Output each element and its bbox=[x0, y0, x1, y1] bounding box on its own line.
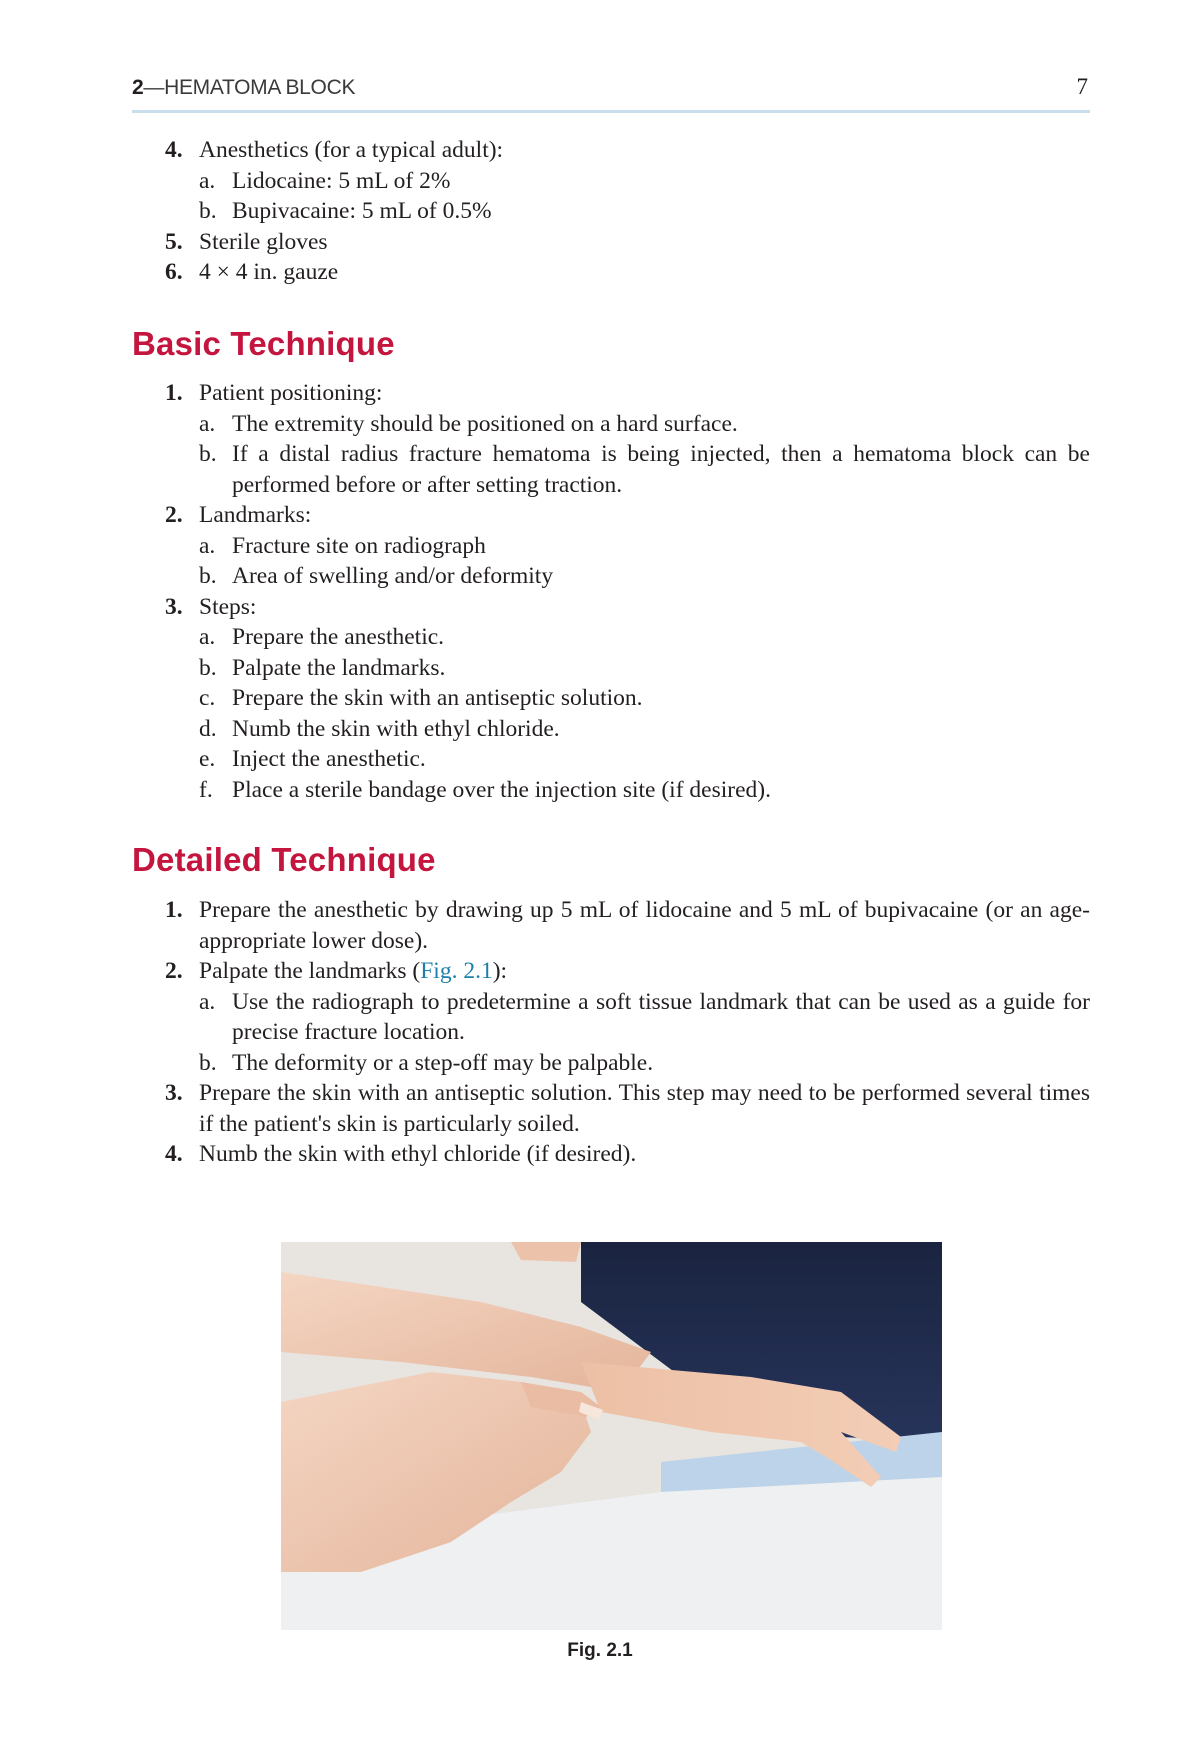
assistant-fingers bbox=[511, 1242, 581, 1262]
text-fragment: ): bbox=[492, 958, 508, 984]
sub-list-marker: a. bbox=[199, 624, 216, 650]
list-marker: 6. bbox=[165, 259, 183, 285]
sub-list-marker: b. bbox=[199, 1049, 217, 1076]
list-item-text: Anesthetics (for a typical adult): bbox=[199, 137, 504, 163]
sub-list-item bbox=[199, 683, 1090, 714]
sub-list-item bbox=[199, 622, 1090, 653]
sub-list-text: Use the radiograph to predetermine a soft tissue landmark that can be used as a guide for precise fracture location. bbox=[232, 988, 1090, 1045]
equipment-list bbox=[165, 135, 1090, 288]
page-number: 7 bbox=[1076, 74, 1088, 99]
sub-list-marker: a. bbox=[199, 167, 216, 194]
list-marker: 4. bbox=[165, 1141, 183, 1167]
sub-list-text: Bupivacaine: 5 mL of 0.5% bbox=[232, 198, 492, 224]
list-item bbox=[165, 378, 1090, 409]
chapter-number: 2 bbox=[132, 76, 144, 99]
list-item-text: 4 × 4 in. gauze bbox=[199, 259, 339, 285]
running-header bbox=[132, 72, 1090, 113]
figure-caption: Fig. 2.1 bbox=[567, 1640, 633, 1661]
sub-list-text: Area of swelling and/or deformity bbox=[232, 563, 554, 589]
sub-list-item bbox=[199, 561, 1090, 592]
sub-list-text: The deformity or a step-off may be palpable. bbox=[232, 1049, 654, 1076]
list-item-text: Numb the skin with ethyl chloride (if desired). bbox=[199, 1141, 637, 1167]
list-marker: 3. bbox=[165, 1080, 183, 1106]
sub-list-item bbox=[199, 1048, 1090, 1079]
sub-list-marker: d. bbox=[199, 715, 217, 742]
sub-list-marker: a. bbox=[199, 410, 216, 437]
sub-list-item bbox=[199, 653, 1090, 684]
list-item-text bbox=[199, 958, 507, 984]
list-item bbox=[165, 895, 1090, 956]
list-item bbox=[165, 227, 1090, 258]
sub-list-item bbox=[199, 531, 1090, 562]
detailed-technique-list bbox=[165, 895, 1090, 1170]
list-item-text: Steps: bbox=[199, 593, 257, 620]
list-marker: 2. bbox=[165, 502, 183, 528]
text-fragment: Palpate the landmarks ( bbox=[199, 958, 421, 984]
sub-list-item bbox=[199, 409, 1090, 440]
list-marker: 4. bbox=[165, 137, 183, 163]
figure-photo bbox=[281, 1242, 942, 1630]
sub-list-marker: b. bbox=[199, 654, 217, 681]
list-item-text: Prepare the anesthetic by drawing up 5 mL of lidocaine and 5 mL of bupivacaine (or an age-appropriate lower dose). bbox=[199, 897, 1090, 954]
sub-list-marker: b. bbox=[199, 441, 217, 467]
sub-list-item bbox=[199, 714, 1090, 745]
list-item bbox=[165, 257, 1090, 288]
sub-list-text: Prepare the anesthetic. bbox=[232, 624, 445, 650]
sub-list-text: Lidocaine: 5 mL of 2% bbox=[232, 167, 451, 194]
sub-list-marker: b. bbox=[199, 198, 217, 224]
list-item bbox=[165, 956, 1090, 987]
sub-list-item bbox=[199, 196, 1090, 227]
sub-list-marker: b. bbox=[199, 563, 217, 589]
sub-list-text: Fracture site on radiograph bbox=[232, 532, 486, 559]
sub-list-marker: c. bbox=[199, 685, 216, 711]
sub-list-text: The extremity should be positioned on a hard surface. bbox=[232, 410, 738, 437]
sub-list-item bbox=[199, 744, 1090, 775]
list-item-text: Landmarks: bbox=[199, 502, 312, 528]
chapter-name: —HEMATOMA BLOCK bbox=[143, 76, 356, 99]
sub-list-text: If a distal radius fracture hematoma is being injected, then a hematoma block can be performed before or after setting traction. bbox=[232, 441, 1090, 498]
list-marker: 1. bbox=[165, 380, 183, 406]
sub-list-text: Prepare the skin with an antiseptic solution. bbox=[232, 685, 643, 711]
sub-list-item bbox=[199, 439, 1090, 500]
list-item bbox=[165, 500, 1090, 531]
chapter-title bbox=[132, 76, 355, 100]
list-marker: 1. bbox=[165, 897, 183, 923]
sub-list-marker: a. bbox=[199, 532, 216, 559]
sub-list-item bbox=[199, 166, 1090, 197]
sub-list-text: Palpate the landmarks. bbox=[232, 654, 446, 681]
basic-technique-heading: Basic Technique bbox=[132, 325, 395, 362]
sub-list-marker: a. bbox=[199, 988, 216, 1015]
sub-list-text: Inject the anesthetic. bbox=[232, 746, 426, 772]
basic-technique-list bbox=[165, 378, 1090, 805]
hands-palpating-wrist-illustration bbox=[281, 1242, 942, 1630]
figure-reference-link[interactable]: Fig. 2.1 bbox=[420, 958, 493, 984]
list-marker: 5. bbox=[165, 228, 183, 255]
list-marker: 3. bbox=[165, 593, 183, 620]
list-item bbox=[165, 1078, 1090, 1139]
list-item-text: Sterile gloves bbox=[199, 228, 328, 255]
list-item bbox=[165, 1139, 1090, 1170]
list-item bbox=[165, 592, 1090, 623]
sub-list-marker: f. bbox=[199, 776, 213, 803]
sub-list-text: Place a sterile bandage over the injection site (if desired). bbox=[232, 776, 771, 803]
sub-list-marker: e. bbox=[199, 746, 216, 772]
list-item bbox=[165, 135, 1090, 166]
sub-list-text: Numb the skin with ethyl chloride. bbox=[232, 715, 560, 742]
list-marker: 2. bbox=[165, 958, 183, 984]
list-item-text: Patient positioning: bbox=[199, 380, 383, 406]
sub-list-item bbox=[199, 775, 1090, 806]
sub-list-item bbox=[199, 987, 1090, 1048]
list-item-text: Prepare the skin with an antiseptic solution. This step may need to be performed several times if the patient's skin is particularly soiled. bbox=[199, 1080, 1090, 1137]
detailed-technique-heading: Detailed Technique bbox=[132, 841, 436, 878]
